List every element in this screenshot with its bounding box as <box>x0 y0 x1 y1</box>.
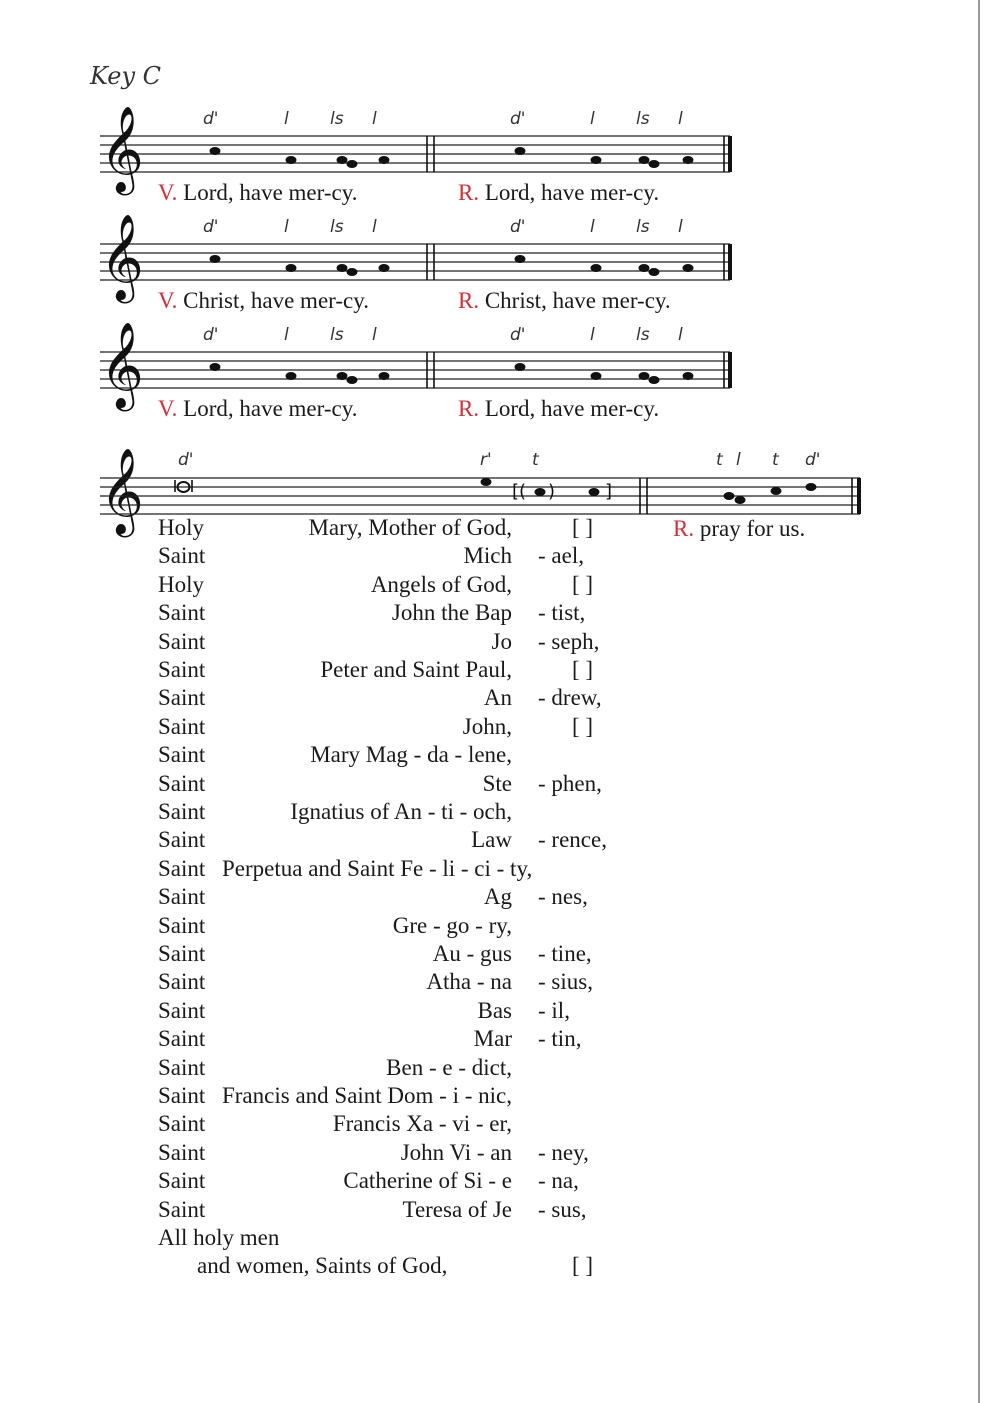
invocation-start: Saint <box>158 1111 206 1137</box>
invocation-start: All holy men <box>158 1225 280 1250</box>
syllable-end: - ael, <box>538 543 584 569</box>
response-marker: R. <box>458 180 480 205</box>
versicle-line <box>158 396 357 422</box>
invocation-name: Mich <box>463 543 512 569</box>
versicle-line <box>158 288 369 314</box>
solfa-label: l <box>284 217 289 237</box>
note <box>379 264 390 272</box>
solfa-label: l <box>678 109 683 129</box>
note <box>210 255 221 263</box>
response-line <box>458 180 659 206</box>
invocation-name: Francis and Saint Dom - i - nic, <box>221 1083 512 1108</box>
invocation-start: Saint <box>158 1196 206 1222</box>
note <box>347 160 358 168</box>
solfa-label: l <box>590 109 595 129</box>
versicle-marker: V. <box>158 180 178 205</box>
note <box>639 156 650 164</box>
litany-row <box>0 1026 992 1054</box>
treble-clef-icon: 𝄞 <box>100 214 144 300</box>
syllable-end: - sus, <box>538 1196 587 1222</box>
versicle-text: Lord, have mer-cy. <box>183 180 358 205</box>
note <box>639 264 650 272</box>
kyrie-staff <box>0 316 760 408</box>
solfa-mid-1: r' <box>480 450 492 470</box>
litany-row <box>0 515 992 543</box>
litany-row <box>0 1225 992 1253</box>
litany-row <box>0 1111 992 1139</box>
note <box>515 363 526 371</box>
solfa-label: ls <box>636 325 650 345</box>
note <box>515 255 526 263</box>
invocation-start: Saint <box>158 1139 206 1165</box>
litany-row <box>0 742 992 770</box>
invocation-name: Ste <box>482 770 512 796</box>
solfa-label: d' <box>510 109 526 129</box>
svg-text:): ) <box>548 481 556 502</box>
litany-row <box>0 969 992 997</box>
litany-row <box>0 1168 992 1196</box>
solfa-label: l <box>590 217 595 237</box>
syllable-end: - tine, <box>538 941 592 966</box>
response-line <box>458 396 659 422</box>
invocation-start: Saint <box>158 855 206 881</box>
rest-bracket: [ ] <box>572 713 594 739</box>
invocation-start: Saint <box>158 799 206 824</box>
note <box>337 372 348 380</box>
invocation-start: Saint <box>158 543 206 569</box>
versicle-marker: V. <box>158 288 178 313</box>
invocation-start: Saint <box>158 1054 206 1080</box>
solfa-label: l <box>372 217 377 237</box>
litany-row <box>0 799 992 827</box>
litany-row <box>0 913 992 941</box>
solfa-end-3: t <box>772 450 779 470</box>
invocation-name: Ag <box>483 884 512 910</box>
invocation-start: Saint <box>158 941 206 966</box>
note <box>210 147 221 155</box>
invocation-name: Mary, Mother of God, <box>308 515 512 540</box>
invocation-name: Ignatius of An - ti - och, <box>290 799 512 824</box>
note <box>683 156 694 164</box>
invocation-name: Angels of God, <box>370 571 512 597</box>
note <box>379 156 390 164</box>
treble-clef-icon: 𝄞 <box>100 106 144 192</box>
invocation-name: An <box>483 685 512 711</box>
litany-row <box>0 714 992 742</box>
solfa-label: d' <box>510 325 526 345</box>
invocation-start: Saint <box>158 1083 206 1108</box>
invocation-name: Mary Mag - da - lene, <box>310 742 512 768</box>
rest-bracket: [ ] <box>572 657 594 682</box>
solfa-label: d' <box>203 325 219 345</box>
syllable-end: - il, <box>538 997 570 1023</box>
note <box>286 156 297 164</box>
note <box>379 372 390 380</box>
invocation-start: Saint <box>158 912 206 938</box>
note <box>591 264 602 272</box>
versicle-marker: V. <box>158 396 178 421</box>
litany-row <box>0 827 992 855</box>
note <box>481 478 492 486</box>
invocation-start: and women, Saints of God, <box>197 1253 448 1279</box>
treble-clef-icon: 𝄞 <box>100 448 144 534</box>
note <box>337 156 348 164</box>
response-marker: R. <box>458 288 480 313</box>
invocation-name: John the Bap <box>391 600 512 626</box>
solfa-label: l <box>372 109 377 129</box>
note <box>337 264 348 272</box>
note <box>286 264 297 272</box>
litany-row <box>0 856 992 884</box>
invocation-name: Au - gus <box>432 941 512 966</box>
bracketed-notes: [( <box>512 481 527 502</box>
invocation-name: Ben - e - dict, <box>386 1054 512 1080</box>
syllable-end: - ney, <box>538 1139 589 1165</box>
response-line <box>458 288 671 314</box>
invocation-name: Atha - na <box>426 969 512 995</box>
invocation-name: Teresa of Je <box>402 1196 512 1222</box>
kyrie-staff <box>0 100 760 192</box>
key-annotation: Key C <box>90 62 162 90</box>
litany-row <box>0 543 992 571</box>
invocation-start: Saint <box>158 685 206 711</box>
invocation-start: Saint <box>158 884 206 910</box>
syllable-end: - na, <box>538 1168 579 1194</box>
treble-clef-icon: 𝄞 <box>100 322 144 408</box>
invocation-name: John Vi - an <box>400 1139 512 1165</box>
syllable-end: - rence, <box>538 827 607 853</box>
note <box>649 376 660 384</box>
litany-row <box>0 1197 992 1225</box>
invocation-name: Catherine of Si - e <box>343 1168 512 1194</box>
invocation-start: Saint <box>158 713 206 739</box>
invocation-name: Perpetua and Saint Fe - li - ci - ty, <box>222 855 533 881</box>
response-text: Lord, have mer-cy. <box>484 396 660 421</box>
litany-row <box>0 941 992 969</box>
litany-row <box>0 572 992 600</box>
solfa-end-1: t <box>716 450 723 470</box>
rest-bracket: [ ] <box>572 515 594 540</box>
syllable-end: - nes, <box>538 884 588 910</box>
litany-row <box>0 771 992 799</box>
note <box>347 268 358 276</box>
litany-row <box>0 1140 992 1168</box>
invocation-name: Mar <box>473 1026 512 1052</box>
solfa-mid-2: t <box>532 450 539 470</box>
solfa-label: ls <box>636 109 650 129</box>
response-text: Christ, have mer-cy. <box>484 288 671 313</box>
solfa-label: l <box>590 325 595 345</box>
litany-row <box>0 657 992 685</box>
versicle-text: Christ, have mer-cy. <box>183 288 369 313</box>
response-marker: R. <box>673 516 695 541</box>
solfa-label: l <box>284 325 289 345</box>
invocation-start: Saint <box>158 628 206 654</box>
invocation-name: Law <box>471 827 512 853</box>
invocation-name: Jo <box>491 628 512 654</box>
note <box>591 372 602 380</box>
syllable-end: - seph, <box>538 628 600 654</box>
response-marker: R. <box>458 396 480 421</box>
svg-text:]: ] <box>605 481 613 502</box>
solfa-start: d' <box>178 450 194 470</box>
note <box>649 268 660 276</box>
rest-bracket: [ ] <box>572 1253 594 1279</box>
note <box>515 147 526 155</box>
invocation-name: Gre - go - ry, <box>392 912 512 938</box>
invocation-name: Francis Xa - vi - er, <box>332 1111 512 1137</box>
solfa-label: d' <box>510 217 526 237</box>
syllable-end: - tin, <box>538 1026 582 1052</box>
note <box>683 264 694 272</box>
syllable-end: - sius, <box>538 969 593 995</box>
invocation-name: Peter and Saint Paul, <box>320 657 512 682</box>
solfa-label: ls <box>330 109 344 129</box>
solfa-label: ls <box>330 325 344 345</box>
solfa-label: l <box>678 217 683 237</box>
invocation-start: Saint <box>158 657 206 682</box>
invocation-start: Saint <box>158 770 206 796</box>
versicle-line <box>158 180 357 206</box>
breve-note <box>175 480 192 492</box>
note <box>347 376 358 384</box>
litany-row <box>0 685 992 713</box>
rest-bracket: [ ] <box>572 571 594 597</box>
solfa-label: d' <box>203 217 219 237</box>
response-text: Lord, have mer-cy. <box>484 180 660 205</box>
note <box>210 363 221 371</box>
note <box>649 160 660 168</box>
solfa-label: ls <box>636 217 650 237</box>
invocation-start: Saint <box>158 1168 206 1194</box>
solfa-label: l <box>678 325 683 345</box>
note <box>639 372 650 380</box>
invocation-start: Saint <box>158 1026 206 1052</box>
note <box>286 372 297 380</box>
invocation-name: Bas <box>477 997 512 1023</box>
note <box>591 156 602 164</box>
response-text: pray for us. <box>699 516 806 541</box>
invocation-start: Saint <box>158 997 206 1023</box>
litany-row <box>0 1083 992 1111</box>
invocation-start: Saint <box>158 969 206 995</box>
litany-row <box>0 629 992 657</box>
syllable-end: - drew, <box>538 685 602 711</box>
litany-row <box>0 1253 992 1281</box>
invocation-start: Saint <box>158 827 206 853</box>
invocation-start: Holy <box>158 515 204 540</box>
invocation-name: John, <box>462 713 512 739</box>
versicle-text: Lord, have mer-cy. <box>183 396 358 421</box>
solfa-end-2: l <box>736 450 741 470</box>
syllable-end: - tist, <box>538 600 586 626</box>
syllable-end: - phen, <box>538 770 602 796</box>
invocation-start: Saint <box>158 742 206 768</box>
invocation-start: Saint <box>158 600 206 626</box>
litany-row <box>0 998 992 1026</box>
litany-row <box>0 884 992 912</box>
solfa-label: d' <box>203 109 219 129</box>
note <box>683 372 694 380</box>
solfa-label: ls <box>330 217 344 237</box>
solfa-label: l <box>372 325 377 345</box>
invocation-start: Holy <box>158 571 204 597</box>
litany-row <box>0 600 992 628</box>
solfa-end-4: d' <box>805 450 821 470</box>
kyrie-staff <box>0 208 760 300</box>
litany-row <box>0 1055 992 1083</box>
solfa-label: l <box>284 109 289 129</box>
